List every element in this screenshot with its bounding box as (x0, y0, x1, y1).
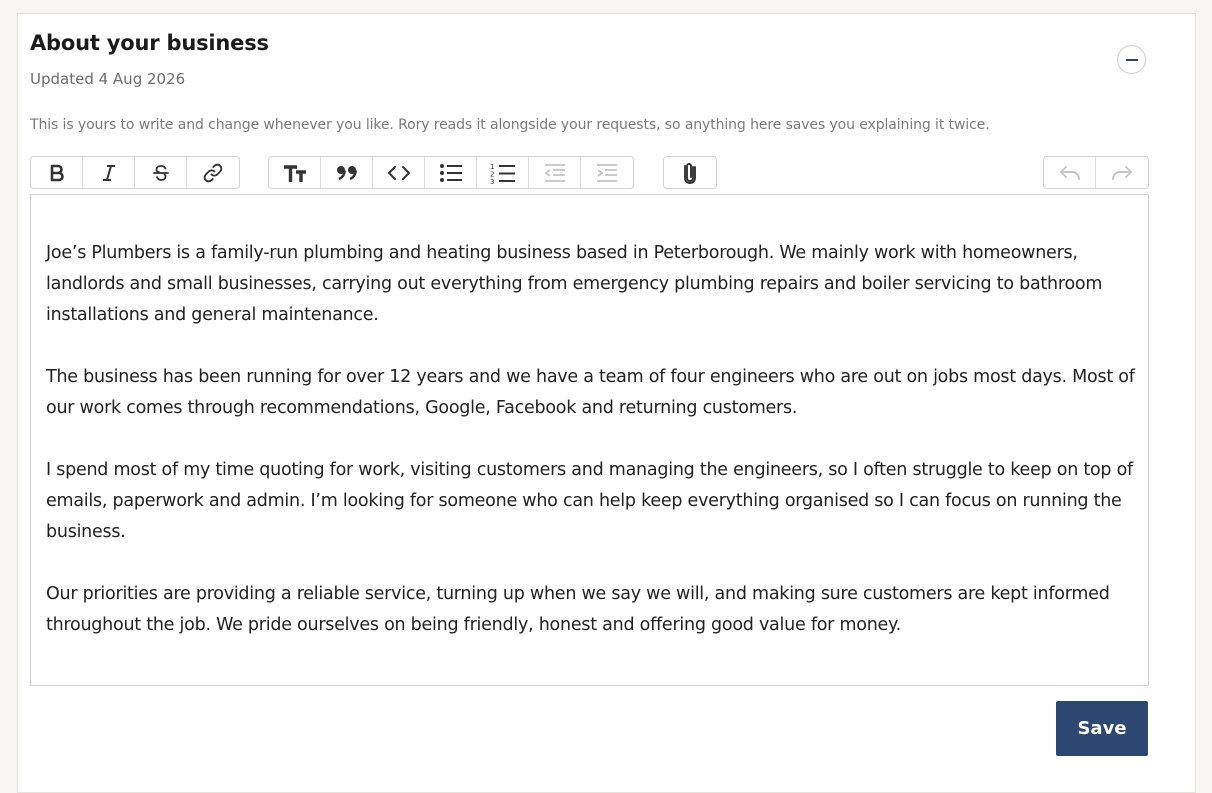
undo-button[interactable] (1044, 157, 1096, 188)
quote-button[interactable] (321, 157, 373, 188)
editor-paragraph: I spend most of my time quoting for work, visiting customers and managing the engineers, so I often struggle to keep on top of emails, paperwork and admin. I’m looking for someone who can help keep everything organised so I can focus on running the business. (46, 460, 1133, 542)
editor-content[interactable] (46, 238, 1136, 672)
undo-icon (1058, 164, 1082, 182)
heading-button[interactable] (269, 157, 321, 188)
editor-paragraph: The business has been running for over 12 years and we have a team of four engineers who are out on jobs most days. Most of our work comes through recommendations, Google, Facebook and returning customers. (46, 367, 1135, 418)
collapse-button[interactable] (1117, 45, 1146, 74)
format-group (30, 156, 240, 189)
business-description-editor[interactable] (30, 194, 1149, 686)
attach-button[interactable] (664, 157, 716, 188)
indent-icon (595, 163, 619, 183)
section-title: About your business (30, 31, 269, 55)
numbered-list-icon (490, 162, 516, 184)
bullet-list-button[interactable] (425, 157, 477, 188)
svg-text:2: 2 (489, 170, 494, 178)
editor-paragraph: Joe’s Plumbers is a family-run plumbing and heating business based in Peterborough. We mainly work with homeowners, landlords and small businesses, carrying out everything from emergency plumbing repairs and boiler servicing to bathroom installations and general maintenance. (46, 243, 1103, 325)
strikethrough-icon (151, 163, 171, 183)
strikethrough-button[interactable] (135, 157, 187, 188)
attach-icon (682, 161, 698, 185)
indent-button[interactable] (581, 157, 633, 188)
editor-paragraph: Our priorities are providing a reliable service, turning up when we say we will, and making sure customers are kept informed throughout the job. We pride ourselves on being friendly, honest and offering good value for money. (46, 584, 1110, 635)
heading-icon (282, 162, 308, 184)
svg-text:3: 3 (489, 177, 494, 184)
numbered-list-button[interactable] (477, 157, 529, 188)
code-icon (387, 165, 411, 181)
redo-icon (1110, 164, 1134, 182)
quote-icon (336, 165, 358, 181)
attach-group (663, 156, 717, 189)
outdent-button[interactable] (529, 157, 581, 188)
section-intro: This is yours to write and change whenever you like. Rory reads it alongside your requests, so anything here saves you explaining it twice. (30, 117, 990, 133)
minus-icon (1126, 59, 1138, 61)
history-group (1043, 156, 1149, 189)
redo-button[interactable] (1096, 157, 1148, 188)
block-group (268, 156, 634, 189)
outdent-icon (543, 163, 567, 183)
italic-button[interactable] (83, 157, 135, 188)
editor-toolbar (30, 156, 1149, 190)
italic-icon (99, 163, 119, 183)
svg-text:1: 1 (489, 162, 494, 171)
link-button[interactable] (187, 157, 239, 188)
save-button[interactable]: Save (1056, 701, 1148, 756)
bullet-list-icon (439, 163, 463, 183)
bold-icon (47, 163, 67, 183)
updated-date: Updated 4 Aug 2026 (30, 70, 186, 88)
code-button[interactable] (373, 157, 425, 188)
link-icon (202, 162, 224, 184)
bold-button[interactable] (31, 157, 83, 188)
